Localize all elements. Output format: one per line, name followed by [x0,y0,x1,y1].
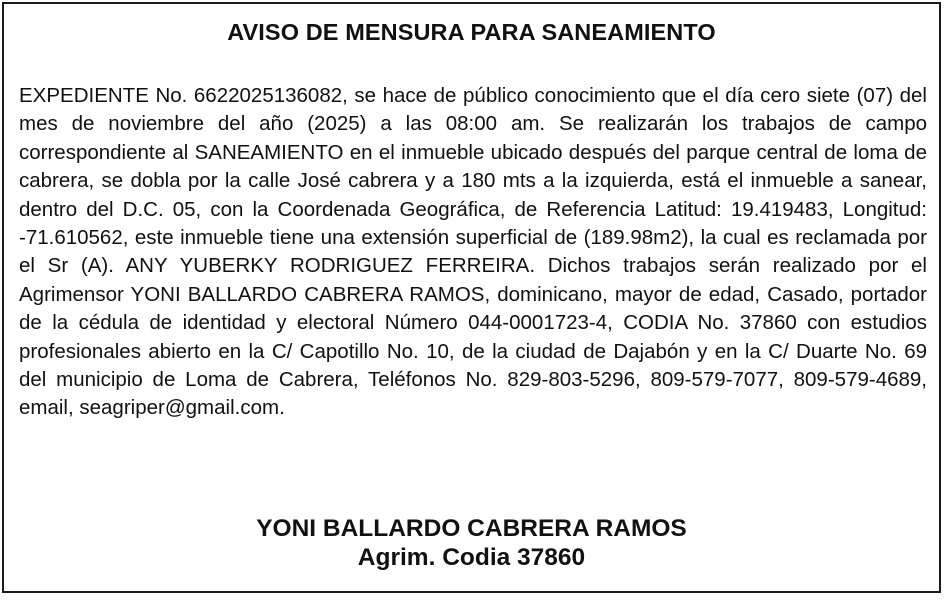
notice-body: EXPEDIENTE No. 6622025136082, se hace de público conocimiento que el día cero siete (07) del mes de noviembre del año (2025) a las 08:00 am. Se realizarán los trabajos de campo correspondiente al SANEAMIENTO en el inmueble ubicado después del parque central de loma de cabrera, se dobla por la calle José cabrera y a 180 mts a la izquierda, está el inmueble a sanear, dentro del D.C. 05, con la Coordenada Geográfica, de Referencia Latitud: 19.419483, Longitud: -71.610562, este inmueble tiene una extensión superficial de (189.98m2), la cual es reclamada por el Sr (A). ANY YUBERKY RODRIGUEZ FERREIRA. Dichos trabajos serán realizado por el Agrimensor YONI BALLARDO CABRERA RAMOS, dominicano, mayor de edad, Casado, portador de la cédula de identidad y electoral Número 044-0001723-4, CODIA No. 37860 con estudios profesionales abierto en la C/ Capotillo No. 10, de la ciudad de Dajabón y en la C/ Duarte No. 69 del municipio de Loma de Cabrera, Teléfonos No. 829-803-5296, 809-579-7077, 809-579-4689, email, seagriper@gmail.com. [19,84,927,420]
notice-box [2,2,941,593]
notice-title: AVISO DE MENSURA PARA SANEAMIENTO [227,19,716,45]
signature-name: YONI BALLARDO CABRERA RAMOS [256,515,687,542]
signature-credential: Agrim. Codia 37860 [357,544,586,571]
signature-block [4,514,939,572]
